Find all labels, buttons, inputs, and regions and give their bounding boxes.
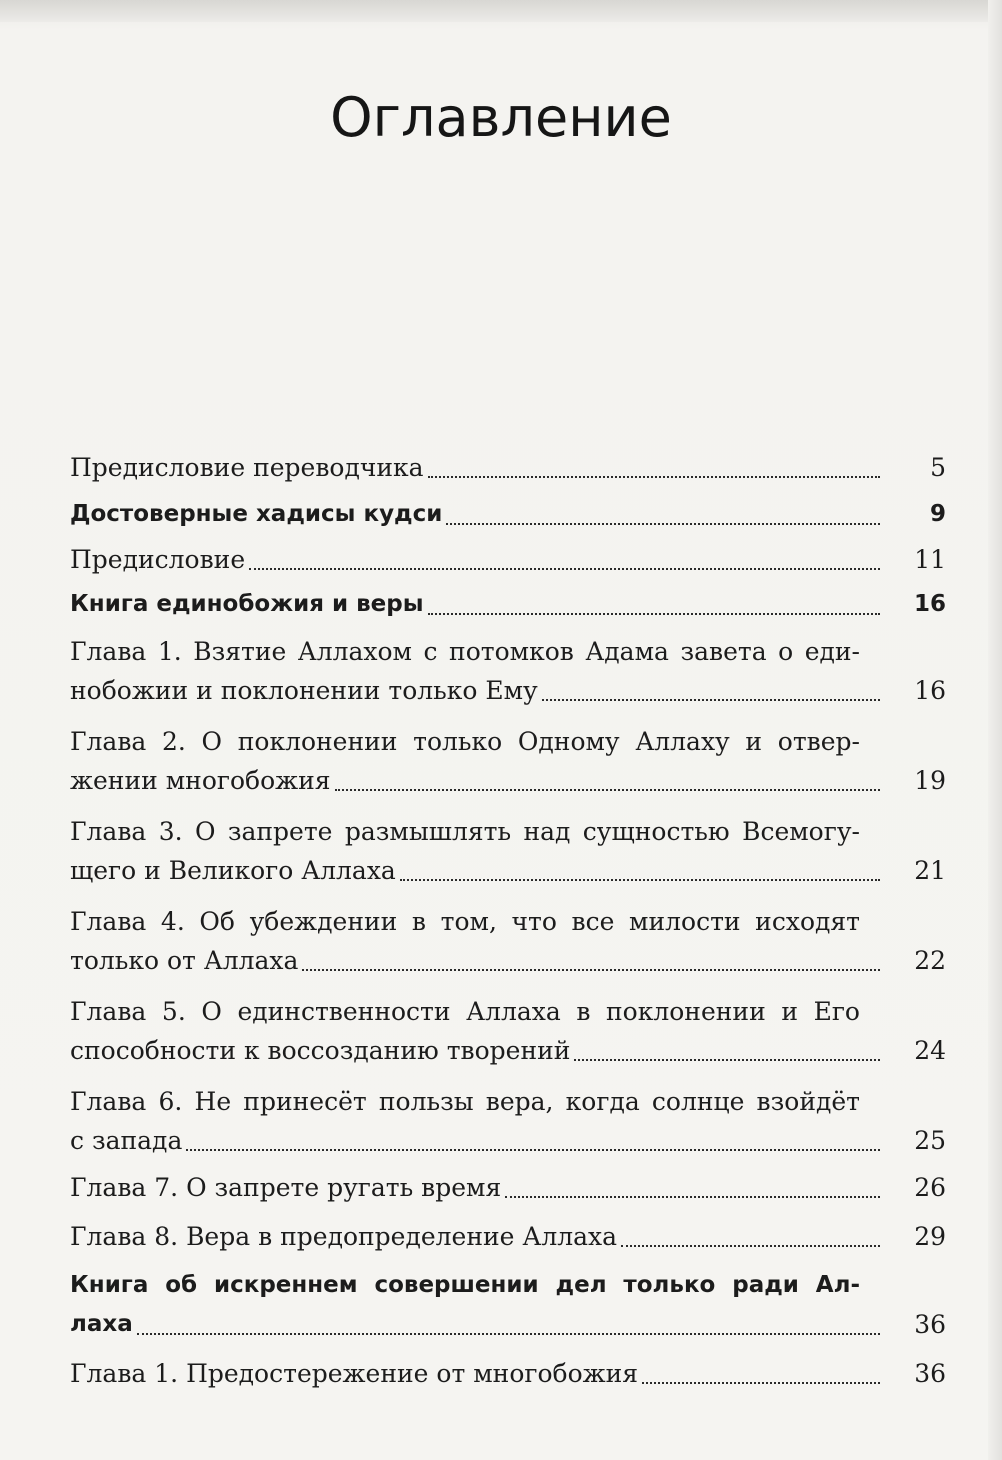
dot-leader <box>428 476 880 478</box>
toc-page-number: 36 <box>914 1359 946 1388</box>
page-top-edge <box>0 0 1002 22</box>
toc-entry[interactable] <box>70 902 946 980</box>
toc-entry[interactable] <box>70 448 946 487</box>
toc-page-number: 24 <box>914 1036 946 1065</box>
toc-entry-title-line2: лаха <box>70 1311 133 1337</box>
toc-entry-title: Глава 1. Предостережение от многобожия <box>70 1359 639 1388</box>
dot-leader <box>137 1333 880 1335</box>
toc-entry-title-line1: Глава 3. О запрете размышлять над сущностью Всемогу- <box>70 817 860 846</box>
dot-leader <box>249 568 880 570</box>
toc-page-number: 21 <box>914 856 946 885</box>
toc-entry[interactable] <box>70 812 946 890</box>
table-of-contents <box>70 448 946 1393</box>
toc-page-number: 16 <box>914 676 946 705</box>
toc-entry[interactable] <box>70 1354 946 1393</box>
toc-page-number: 9 <box>929 501 946 527</box>
toc-entry[interactable] <box>70 632 946 710</box>
toc-entry-title-line2: нобожии и поклонении только Ему <box>70 676 538 705</box>
toc-entry-title: Предисловие <box>70 545 246 574</box>
toc-entry-title: Глава 8. Вера в предопределение Аллаха <box>70 1222 618 1251</box>
toc-entry-title-line1: Глава 5. О единственности Аллаха в поклонении и Его <box>70 997 860 1026</box>
page-title: Оглавление <box>330 86 672 149</box>
toc-entry-title: Достоверные хадисы кудси <box>70 501 443 527</box>
toc-entry[interactable] <box>70 992 946 1070</box>
toc-entry-title-line2: способности к воссозданию творений <box>70 1036 571 1065</box>
dot-leader <box>505 1196 880 1198</box>
toc-page-number: 29 <box>914 1222 946 1251</box>
toc-entry[interactable] <box>70 1082 946 1160</box>
toc-entry-title: Книга единобожия и веры <box>70 591 424 617</box>
toc-entry-title-line2: жении многобожия <box>70 766 331 795</box>
toc-page-number: 5 <box>930 453 946 482</box>
dot-leader <box>428 613 880 615</box>
toc-page-number: 19 <box>914 766 946 795</box>
dot-leader <box>302 969 880 971</box>
dot-leader <box>400 879 880 881</box>
toc-entry-title-line2: с запада <box>70 1126 183 1155</box>
toc-entry-title-line2: только от Аллаха <box>70 946 299 975</box>
toc-entry-title-line1: Книга об искреннем совершении дел только ради Ал- <box>70 1272 860 1298</box>
toc-page-number: 36 <box>914 1310 946 1339</box>
toc-entry[interactable] <box>70 1168 946 1207</box>
toc-page-number: 25 <box>914 1126 946 1155</box>
toc-entry-title-line2: щего и Великого Аллаха <box>70 856 396 885</box>
toc-page-number: 11 <box>914 545 946 574</box>
toc-entry[interactable] <box>70 540 946 579</box>
toc-entry-title: Предисловие переводчика <box>70 453 424 482</box>
toc-entry[interactable] <box>70 585 946 624</box>
dot-leader <box>542 699 880 701</box>
toc-entry[interactable] <box>70 495 946 534</box>
toc-page-number: 22 <box>914 946 946 975</box>
dot-leader <box>186 1149 880 1151</box>
page-right-edge <box>988 0 1002 1460</box>
toc-entry[interactable] <box>70 1266 946 1344</box>
toc-entry-title-line1: Глава 2. О поклонении только Одному Аллаху и отвер- <box>70 727 860 756</box>
toc-entry[interactable] <box>70 722 946 800</box>
toc-entry-title: Глава 7. О запрете ругать время <box>70 1173 502 1202</box>
dot-leader <box>446 523 880 525</box>
toc-page-number: 26 <box>914 1173 946 1202</box>
toc-page-number: 16 <box>913 591 946 617</box>
toc-entry[interactable] <box>70 1217 946 1256</box>
toc-entry-title-line1: Глава 6. Не принесёт пользы вера, когда солнце взойдёт <box>70 1087 860 1116</box>
dot-leader <box>574 1059 880 1061</box>
toc-entry-title-line1: Глава 4. Об убеждении в том, что все милости исходят <box>70 907 860 936</box>
toc-entry-title-line1: Глава 1. Взятие Аллахом с потомков Адама завета о еди- <box>70 637 860 666</box>
dot-leader <box>621 1245 880 1247</box>
dot-leader <box>642 1382 880 1384</box>
dot-leader <box>335 789 880 791</box>
